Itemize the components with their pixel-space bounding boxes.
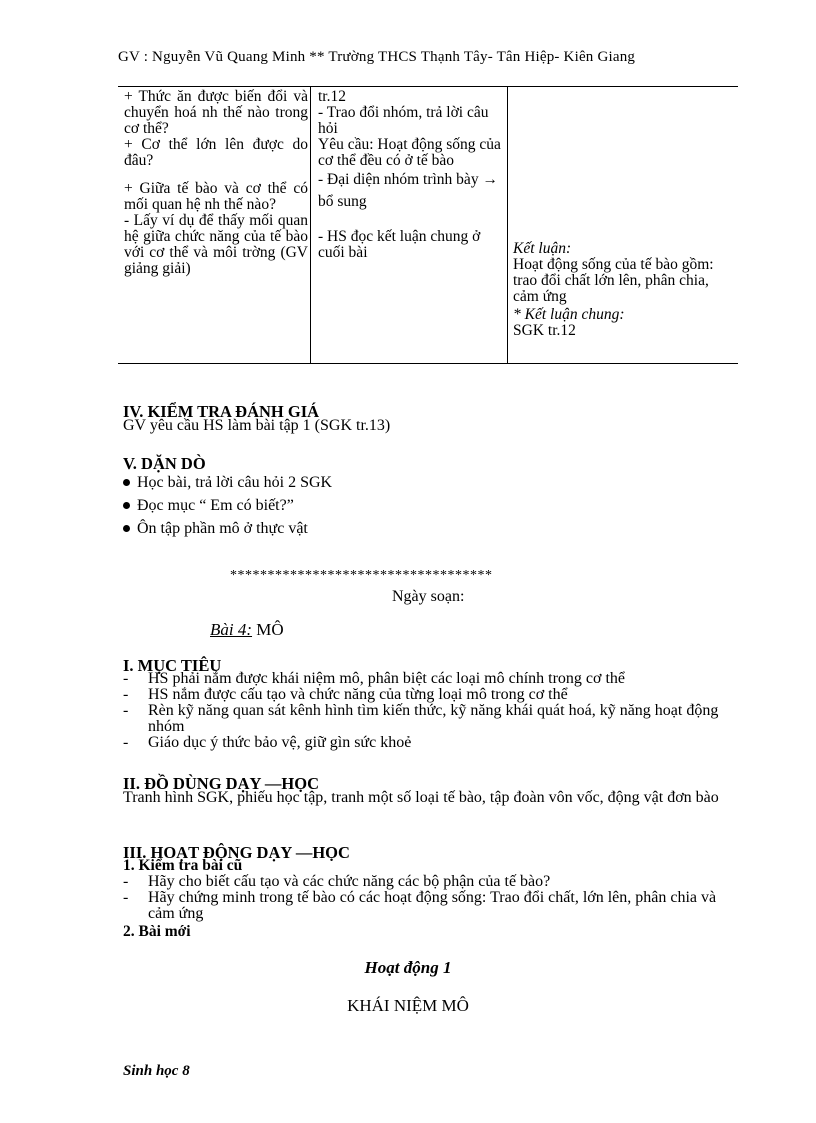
subheading: 1. Kiểm tra bài cũ [123,857,243,874]
conclusion-title: Kết luận: [513,240,572,257]
list-item: - Hãy chứng minh trong tế bào có các hoạt động sống: Trao đổi chất, lớn lên, phân chia và cảm ứng [123,889,717,922]
section-text: Tranh hình SGK, phiếu học tập, tranh một số loại tế bào, tập đoàn vôn vốc, động vật đơn bào [123,789,719,806]
list-item: Học bài, trả lời câu hỏi 2 SGK [123,471,332,494]
date-label: Ngày soạn: [392,588,465,605]
question: + Giữa tế bào và cơ thể có mối quan hệ nh thế nào? [124,180,308,213]
bullet-icon [123,525,130,532]
teacher-activity-column [124,89,308,277]
list-item: - HS nắm được cấu tạo và chức năng của từng loại mô trong cơ thể [123,686,568,703]
table-divider [310,87,311,363]
section-heading: I. MỤC TIÊU [123,656,222,675]
general-conclusion-title: * Kết luận chung: [513,306,625,323]
page-footer: Sinh học 8 [123,1063,190,1079]
subheading: 2. Bài mới [123,923,191,940]
student-activity-column [318,89,504,261]
question: + Cơ thể lớn lên được do đâu? [124,136,308,169]
page-header: GV : Nguyễn Vũ Quang Minh ** Trường THCS Thạnh Tây- Tân Hiệp- Kiên Giang [118,49,636,65]
section-heading: III. HOẠT ĐỘNG DẠY —HỌC [123,843,350,862]
student-line: tr.12 [318,88,346,105]
lesson-table [118,86,738,364]
objective-list [123,671,723,751]
lesson-label: Bài 4: [210,620,253,639]
list-item: Ôn tập phần mô ở thực vật [123,517,332,540]
lesson-name: MÔ [256,620,284,639]
section-heading: V. DẶN DÒ [123,454,206,473]
section-heading: II. ĐỒ DÙNG DẠY —HỌC [123,774,320,793]
conclusion-text: Hoạt động sống của tế bào gồm: trao đổi chất lớn lên, phân chia, cảm ứng [513,256,714,305]
list-item: - Rèn kỹ năng quan sát kênh hình tìm kiến thức, kỹ năng khái quát hoá, kỹ năng hoạt động nhóm [123,702,719,735]
student-line: Yêu cầu: Hoạt động sống của cơ thể đều có ở tế bào [318,136,501,169]
table-divider [507,87,508,363]
question: + Thức ăn được biến đổi và chuyển hoá nh thế nào trong cơ thể? [124,88,308,137]
divider: *********************************** [230,568,493,583]
content-column [513,241,728,339]
student-line: - Trao đổi nhóm, trả lời câu hỏi [318,104,489,137]
bullet-list [123,471,332,540]
general-conclusion-text: SGK tr.12 [513,322,576,339]
student-line: - Đại diện nhóm trình bày → bổ sung [318,171,498,210]
list-item: - Hãy cho biết cấu tạo và các chức năng các bộ phận của tế bào? [123,873,551,890]
section-text: GV yêu cầu HS làm bài tập 1 (SGK tr.13) [123,417,391,434]
bullet-icon [123,479,130,486]
student-line: - HS đọc kết luận chung ở cuối bài [318,228,481,261]
list-item: - Giáo dục ý thức bảo vệ, giữ gìn sức khoẻ [123,734,412,751]
list-item: Đọc mục “ Em có biết?” [123,494,332,517]
lesson-title [210,620,284,640]
review-list [123,874,723,922]
activity-title: Hoạt động 1 [364,958,452,977]
list-item: - HS phải nắm được khái niệm mô, phân biệt các loại mô chính trong cơ thể [123,670,626,687]
question: - Lấy ví dụ để thấy mối quan hệ giữa chức năng của tế bào với cơ thể và môi trờng (GV giảng giải) [124,212,308,277]
activity-subtitle: KHÁI NIỆM MÔ [347,996,469,1015]
bullet-icon [123,502,130,509]
section-heading: IV. KIỂM TRA ĐÁNH GIÁ [123,402,320,421]
